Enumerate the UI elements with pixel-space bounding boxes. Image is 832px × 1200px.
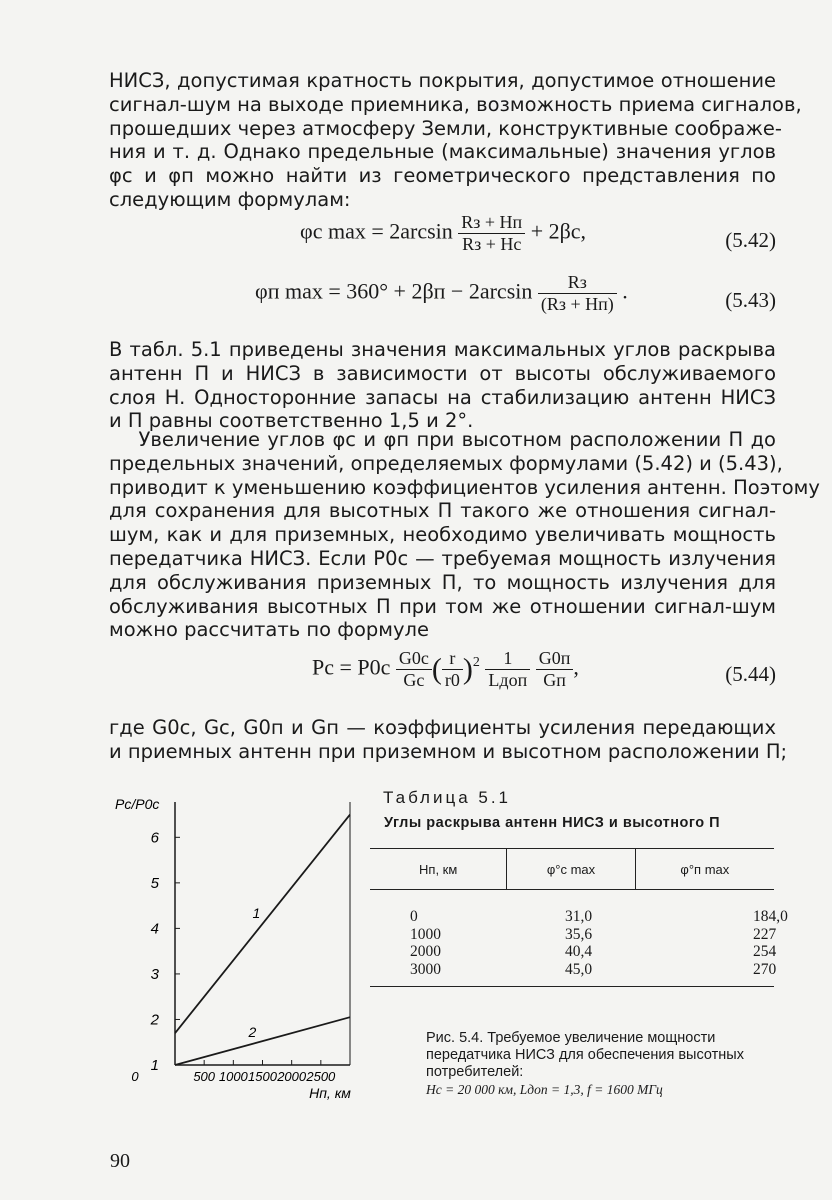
paragraph-3 xyxy=(109,428,820,642)
fraction-numerator: G0п xyxy=(536,648,574,670)
table-body xyxy=(370,890,788,986)
series-label: 1 xyxy=(252,904,261,921)
table-title: Углы раскрыва антенн НИСЗ и высотного П xyxy=(384,815,721,831)
table-cell: 1000 xyxy=(410,925,441,943)
figure-caption-note: Hс = 20 000 км, Lдоп = 1,3, f = 1600 МГц xyxy=(426,1082,663,1097)
paragraph-4 xyxy=(109,716,788,764)
text-line: приводит к уменьшению коэффициентов усиления антенн. Поэтому xyxy=(109,475,820,499)
fraction-denominator: Lдоп xyxy=(488,670,528,690)
table-cell: 35,6 xyxy=(565,925,593,943)
series-line-1 xyxy=(175,815,350,1034)
formula-lhs: φп max = 360° + 2βп − 2arcsin xyxy=(255,278,533,304)
figure-caption-text: Рис. 5.4. Требуемое увеличение мощности передатчика НИСЗ для обеспечения высотных потребителей: xyxy=(426,1030,744,1080)
formula-lhs: φс max = 2arcsin xyxy=(300,218,453,244)
table-header xyxy=(370,849,774,890)
fraction-denominator: Rз + Hс xyxy=(462,234,522,254)
table-row xyxy=(370,925,777,944)
equation-number: (5.43) xyxy=(725,288,776,312)
text-line: для сохранения для высотных П такого же отношения сигнал- xyxy=(109,499,776,523)
fraction xyxy=(485,648,530,691)
y-tick-label: 1 xyxy=(150,1057,159,1074)
x-tick-label: 1500 xyxy=(248,1069,277,1084)
x-axis-label: Hп, км xyxy=(309,1085,351,1101)
fraction xyxy=(536,648,574,691)
text-line: НИСЗ, допустимая кратность покрытия, допустимое отношение xyxy=(109,69,776,92)
figure-caption xyxy=(426,1030,776,1098)
text-line: φс и φп можно найти из геометрического представления по xyxy=(109,164,776,188)
equation-number: (5.42) xyxy=(725,228,776,252)
table-cell: 40,4 xyxy=(565,943,593,960)
formula-tail: + 2βс, xyxy=(530,218,587,244)
x-tick-label: 500 xyxy=(193,1069,216,1084)
exponent: 2 xyxy=(472,655,480,671)
text-line: сигнал-шум на выходе приемника, возможность приема сигналов, xyxy=(109,92,802,116)
fraction-denominator: Gс xyxy=(403,670,425,690)
fraction-numerator: r xyxy=(442,648,463,670)
x-tick-label: 2000 xyxy=(277,1069,307,1084)
text-line: В табл. 5.1 приведены значения максимальных углов раскрыва xyxy=(109,338,776,361)
text-line: обслуживания высотных П при том же отношении сигнал-шум xyxy=(109,594,776,618)
y-tick-label: 2 xyxy=(150,1011,159,1029)
table-cell: 0 xyxy=(410,908,418,925)
fraction xyxy=(396,648,432,691)
y-tick-label: 6 xyxy=(150,829,159,847)
fraction xyxy=(538,272,617,315)
y-tick-label: 5 xyxy=(150,874,159,892)
x-tick-label: 1000 xyxy=(218,1069,248,1084)
formula-5-43 xyxy=(255,272,628,315)
table-caption: Таблица 5.1 xyxy=(383,788,512,807)
formula-5-44: Pс = P0с $\frac{G0с}{Gс}$ ( $\frac{r}{r0}$ )$^2$ $\frac{1}{\text{Lдоп}}$ $\frac{G0п}{Gп}$ , xyxy=(312,648,579,690)
table-cell: 31,0 xyxy=(565,908,593,925)
text-line: предельных значений, определяемых формулами (5.42) и (5.43), xyxy=(109,451,783,475)
table-row xyxy=(370,908,788,926)
y-axis-label: Pс/P0с xyxy=(115,796,160,812)
table-row xyxy=(370,960,777,979)
y-tick-label: 3 xyxy=(150,965,159,983)
fraction-denominator: r0 xyxy=(444,670,460,690)
fraction-numerator: Rз + Hп xyxy=(458,212,525,234)
table-cell: 184,0 xyxy=(753,908,788,925)
fraction-numerator: Rз xyxy=(538,272,617,294)
table-cell: 45,0 xyxy=(565,960,593,978)
table-cell: 270 xyxy=(753,960,777,978)
y-tick-label: 4 xyxy=(150,920,159,938)
text-line: ния и т. д. Однако предельные (максимальные) значения углов xyxy=(109,140,776,164)
text-line: где G0с, Gс, G0п и Gп — коэффициенты усиления передающих xyxy=(109,716,776,739)
paragraph-2 xyxy=(109,338,776,433)
text-line: и П равны соответственно 1,5 и 2°. xyxy=(109,409,474,433)
table-header-cell: φ°с max xyxy=(506,849,634,889)
table-header-cell: Hп, км xyxy=(419,861,458,877)
text-line: слоя H. Односторонние запасы на стабилизацию антенн НИСЗ xyxy=(109,385,776,409)
table-cell: 2000 xyxy=(410,943,441,960)
fraction-numerator: G0с xyxy=(396,648,432,670)
text-line: передатчика НИСЗ. Если P0с — требуемая мощность излучения xyxy=(109,546,776,570)
fraction-denominator: (Rз + Hп) xyxy=(540,294,614,314)
table-row xyxy=(370,943,777,961)
formula-tail: , xyxy=(573,654,579,680)
paragraph-1 xyxy=(109,69,802,212)
text-line: прошедших через атмосферу Земли, конструктивные соображе- xyxy=(109,116,782,140)
series-line-2 xyxy=(175,1017,350,1065)
power-chart xyxy=(105,785,365,1105)
text-line: и приемных антенн при приземном и высотном расположении П; xyxy=(109,739,788,763)
table-cell: 254 xyxy=(753,943,777,960)
formula-tail: . xyxy=(622,278,628,304)
table-cell: 3000 xyxy=(410,960,441,978)
fraction-denominator: Gп xyxy=(543,670,566,690)
x-tick-label: 2500 xyxy=(306,1069,336,1084)
fraction-numerator: 1 xyxy=(485,648,530,670)
formula-5-42 xyxy=(300,212,586,255)
text-line: шум, как и для приземных, необходимо увеличивать мощность xyxy=(109,523,776,547)
text-line: Увеличение углов φс и φп при высотном расположении П до xyxy=(109,428,776,451)
text-line: антенн П и НИСЗ в зависимости от высоты обслуживаемого xyxy=(109,361,776,385)
angles-table xyxy=(370,848,788,987)
equation-number: (5.44) xyxy=(725,662,776,686)
formula-lhs: Pс = P0с xyxy=(312,654,391,680)
text-line: можно рассчитать по формуле xyxy=(109,618,429,642)
text-line: для обслуживания приземных П, то мощность излучения для xyxy=(109,570,776,594)
table-header-cell: φ°п max xyxy=(635,849,774,889)
text-line: следующим формулам: xyxy=(109,187,351,211)
fraction xyxy=(458,212,525,255)
table-cell: 227 xyxy=(753,925,777,943)
series-label: 2 xyxy=(248,1024,257,1041)
page-number: 90 xyxy=(110,1150,130,1172)
x-tick-label: 0 xyxy=(131,1069,139,1084)
fraction xyxy=(442,648,463,691)
